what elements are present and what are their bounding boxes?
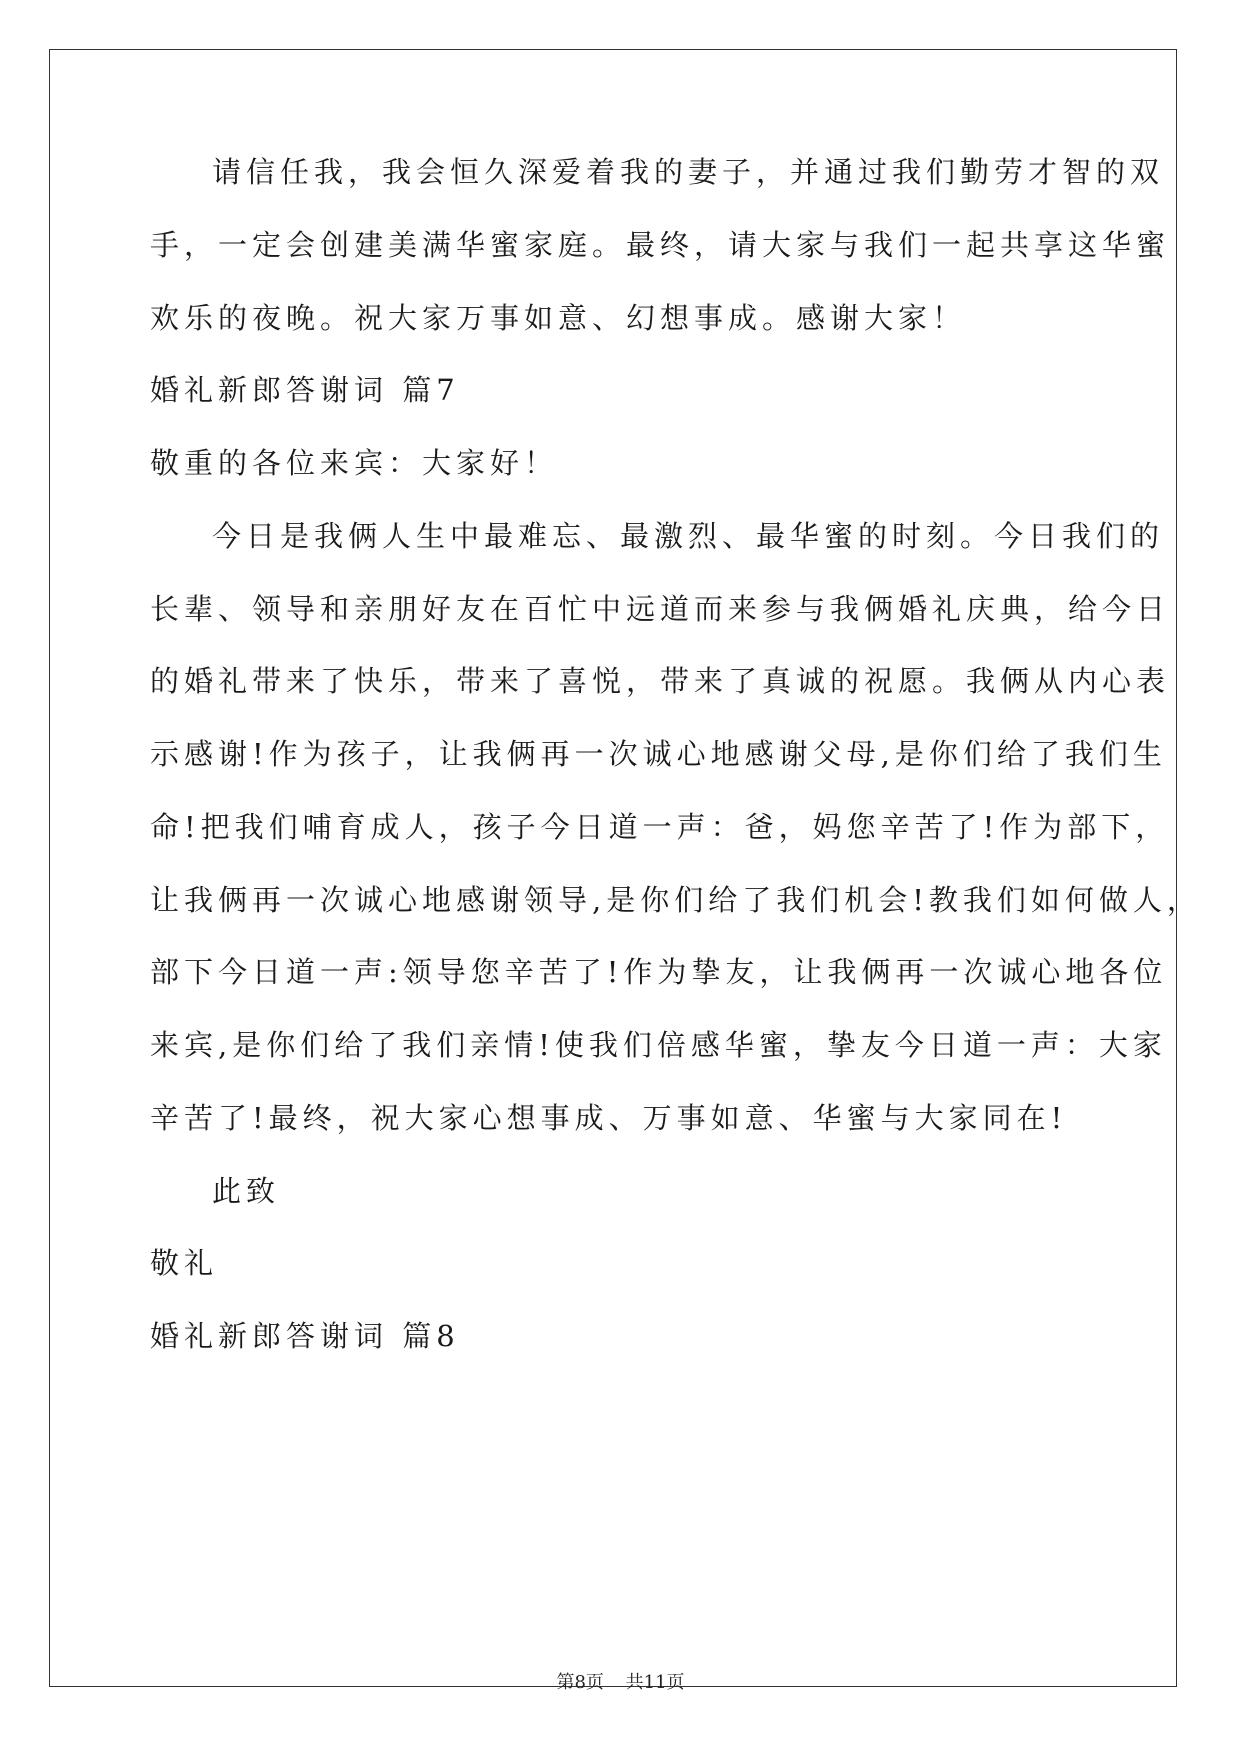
- salutation: 敬重的各位来宾：大家好！: [150, 446, 559, 480]
- paragraph-line: 来宾,是你们给了我们亲情!使我们倍感华蜜，挚友今日道一声：大家: [150, 1028, 1167, 1062]
- paragraph-line: 命!把我们哺育成人，孩子今日道一声：爸，妈您辛苦了!作为部下，: [150, 810, 1170, 844]
- closing-line: 此致: [212, 1174, 281, 1208]
- page-number: 第8页: [556, 1672, 604, 1693]
- paragraph-line: 请信任我，我会恒久深爱着我的妻子，并通过我们勤劳才智的双: [212, 155, 1165, 189]
- paragraph-line: 辛苦了!最终，祝大家心想事成、万事如意、华蜜与大家同在!: [150, 1101, 1068, 1135]
- paragraph-line: 的婚礼带来了快乐，带来了喜悦，带来了真诚的祝愿。我俩从内心表: [150, 664, 1171, 698]
- section-heading: 婚礼新郎答谢词 篇8: [150, 1319, 460, 1353]
- closing-line: 敬礼: [150, 1246, 219, 1280]
- page-footer: [0, 1668, 1241, 1694]
- paragraph-line: 让我俩再一次诚心地感谢领导,是你们给了我们机会!教我们如何做人，: [150, 883, 1201, 917]
- paragraph-line: 欢乐的夜晚。祝大家万事如意、幻想事成。感谢大家！: [150, 301, 967, 335]
- paragraph-line: 部下今日道一声:领导您辛苦了!作为挚友，让我俩再一次诚心地各位: [150, 955, 1168, 989]
- paragraph-line: 长辈、领导和亲朋好友在百忙中远道而来参与我俩婚礼庆典，给今日: [150, 592, 1171, 626]
- page-total: 共11页: [625, 1672, 685, 1693]
- section-heading: 婚礼新郎答谢词 篇7: [150, 373, 460, 407]
- paragraph-line: 手，一定会创建美满华蜜家庭。最终，请大家与我们一起共享这华蜜: [150, 228, 1171, 262]
- paragraph-line: 示感谢!作为孩子，让我俩再一次诚心地感谢父母,是你们给了我们生: [150, 737, 1167, 771]
- paragraph-line: 今日是我俩人生中最难忘、最激烈、最华蜜的时刻。今日我们的: [212, 519, 1165, 553]
- page-border: [49, 49, 1177, 1687]
